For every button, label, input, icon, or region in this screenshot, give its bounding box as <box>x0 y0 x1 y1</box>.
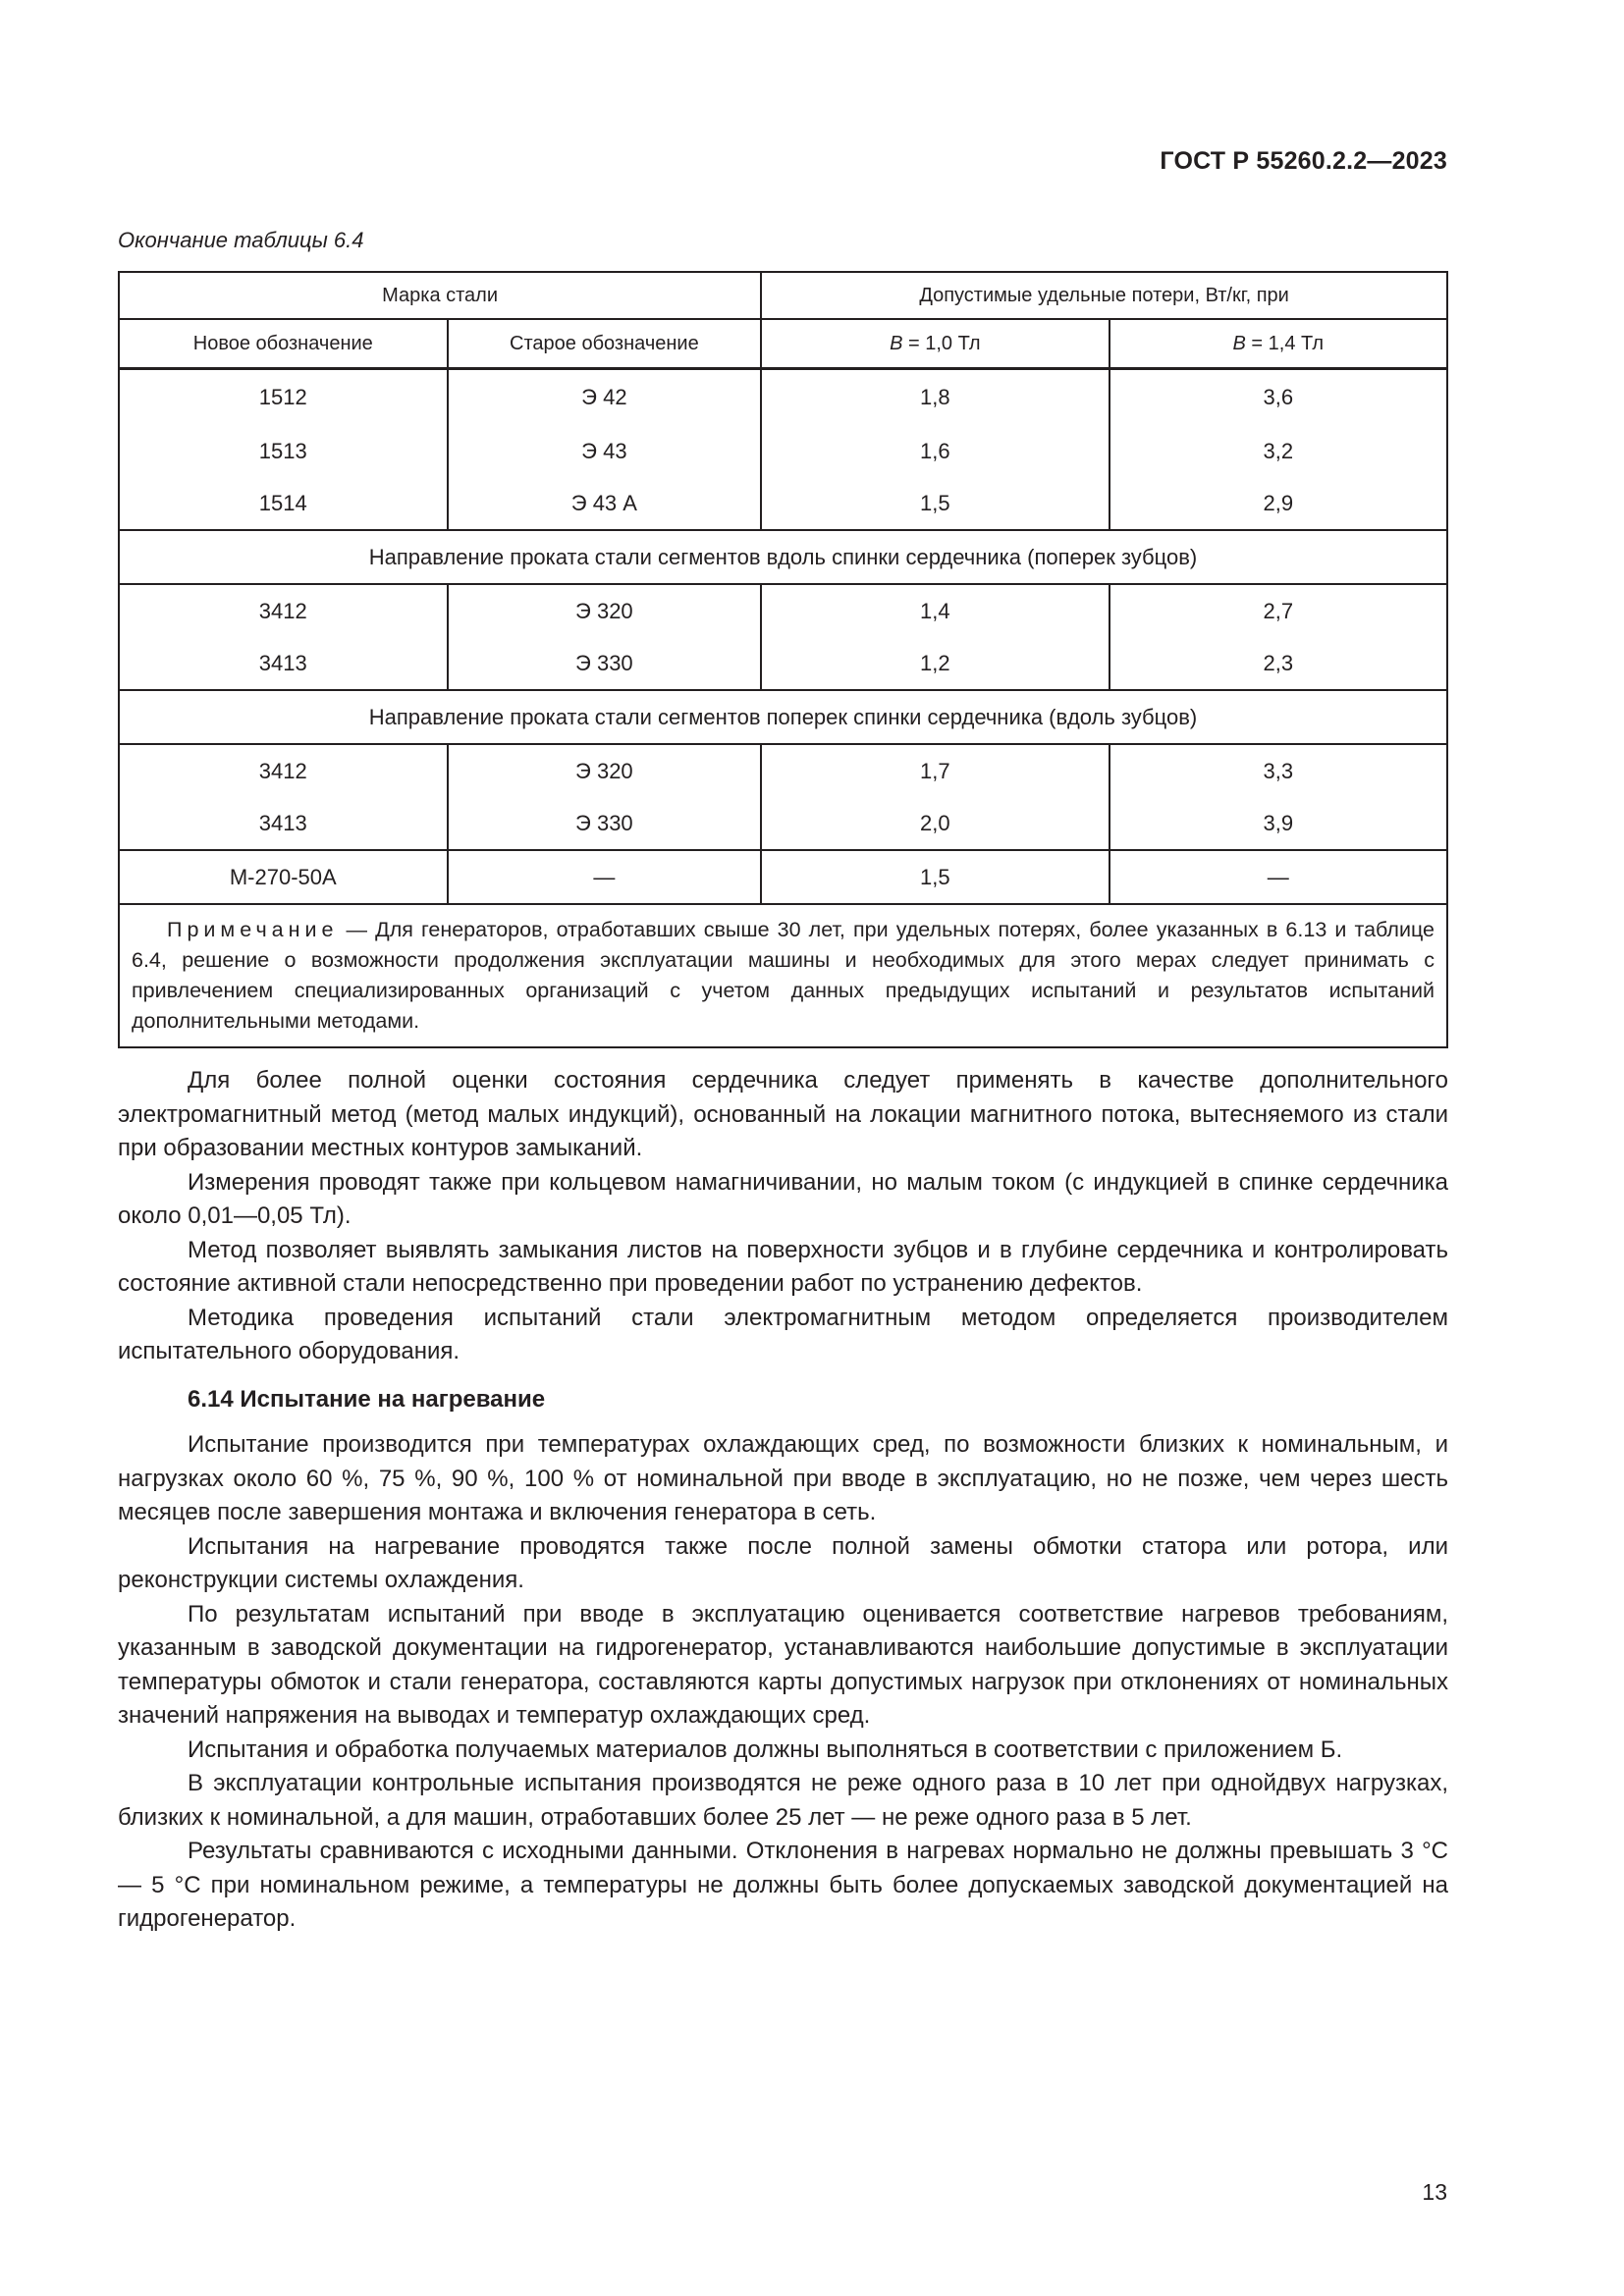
paragraph: Метод позволяет выявлять замыкания листов на поверхности зубцов и в глубине сердечника и контролировать состояние активной стали непосредственно при проведении работ по устранению дефектов. <box>118 1236 1448 1297</box>
page-number: 13 <box>1422 2179 1447 2205</box>
b2-value: = 1,4 Тл <box>1251 332 1325 354</box>
table-span-row <box>119 690 1447 744</box>
col-header-b2 <box>1110 319 1447 369</box>
table-caption: Окончание таблицы 6.4 <box>118 228 364 252</box>
cell-v1: 1,2 <box>761 637 1109 690</box>
b1-value: = 1,0 Тл <box>908 332 981 354</box>
group-header-steel-grade: Марка стали <box>119 272 761 319</box>
section-title: 6.14 Испытание на нагревание <box>188 1385 546 1413</box>
cell-v2: 3,6 <box>1110 369 1447 426</box>
cell-v1: 1,4 <box>761 584 1109 637</box>
table-row <box>119 369 1447 426</box>
table-row <box>119 637 1447 690</box>
table-column-header-row <box>119 319 1447 369</box>
cell-old: Э 43 А <box>448 477 762 530</box>
col-header-b1 <box>761 319 1109 369</box>
span-row-text: Направление проката стали сегментов поперек спинки сердечника (вдоль зубцов) <box>119 690 1447 744</box>
group-header-losses: Допустимые удельные потери, Вт/кг, при <box>761 272 1447 319</box>
steel-losses-table <box>118 271 1448 1048</box>
cell-v1: 1,6 <box>761 425 1109 477</box>
cell-old: Э 330 <box>448 637 762 690</box>
b-variable: B <box>890 332 903 354</box>
cell-v2: 2,9 <box>1110 477 1447 530</box>
paragraph: Испытание производится при температурах охлаждающих сред, по возможности близких к номинальным, и нагрузках около 60 %, 75 %, 90 %, 100 % от номинальной при вводе в эксплуатацию, но не позже, чем через шесть месяцев после завершения монтажа и включения генератора в сеть. <box>118 1431 1448 1525</box>
cell-new: 3413 <box>119 797 448 850</box>
cell-new: 1513 <box>119 425 448 477</box>
document-header: ГОСТ Р 55260.2.2—2023 <box>1160 147 1447 175</box>
note-text: — Для генераторов, отработавших свыше 30 лет, при удельных потерях, более указанных в 6.13 и таблице 6.4, решение о возможности продолжения эксплуатации машины и необходимых для этого мерах следует принимать с привлечением специализированных организаций с учетом данных предыдущих испытаний и результатов испытаний дополнительными методами. <box>132 918 1435 1033</box>
body-text <box>118 1064 1448 1937</box>
table-group-header-row <box>119 272 1447 319</box>
cell-old: Э 320 <box>448 584 762 637</box>
table-row <box>119 584 1447 637</box>
table-row <box>119 477 1447 530</box>
cell-old: Э 42 <box>448 369 762 426</box>
cell-new: 3412 <box>119 584 448 637</box>
cell-v1: 1,8 <box>761 369 1109 426</box>
paragraph: Результаты сравниваются с исходными данными. Отклонения в нагревах нормально не должны превышать 3 °С — 5 °С при номинальном режиме, а температуры не должны быть более допускаемых заводской документацией на гидрогенератор. <box>118 1838 1448 1932</box>
note-label: Примечание <box>167 918 339 941</box>
col-header-old: Старое обозначение <box>448 319 762 369</box>
cell-v2: 2,3 <box>1110 637 1447 690</box>
cell-old: Э 320 <box>448 744 762 797</box>
cell-new: M-270-50A <box>119 850 448 904</box>
b-variable: B <box>1232 332 1246 354</box>
cell-v2: 3,3 <box>1110 744 1447 797</box>
cell-new: 1514 <box>119 477 448 530</box>
paragraph: В эксплуатации контрольные испытания производятся не реже одного раза в 10 лет при однойдвух нагрузках, близких к номинальной, а для машин, отработавших более 25 лет — не реже одного раза в 5 лет. <box>118 1770 1448 1831</box>
cell-old: Э 43 <box>448 425 762 477</box>
cell-v1: 1,5 <box>761 850 1109 904</box>
cell-v2: 3,9 <box>1110 797 1447 850</box>
paragraph: Измерения проводят также при кольцевом намагничивании, но малым током (с индукцией в спинке сердечника около 0,01—0,05 Тл). <box>118 1168 1448 1229</box>
table-note <box>119 904 1447 1047</box>
table-span-row <box>119 530 1447 584</box>
table-note-row <box>119 904 1447 1047</box>
cell-v1: 1,5 <box>761 477 1109 530</box>
cell-new: 3413 <box>119 637 448 690</box>
paragraph: Испытания на нагревание проводятся также после полной замены обмотки статора или ротора, или реконструкции системы охлаждения. <box>118 1532 1448 1593</box>
table-row <box>119 797 1447 850</box>
cell-new: 3412 <box>119 744 448 797</box>
cell-v1: 2,0 <box>761 797 1109 850</box>
paragraph: Для более полной оценки состояния сердечника следует применять в качестве дополнительного электромагнитный метод (метод малых индукций), основанный на локации магнитного потока, вытесняемого из стали при образовании местных контуров замыканий. <box>118 1067 1448 1161</box>
paragraph: Методика проведения испытаний стали электромагнитным методом определяется производителем испытательного оборудования. <box>118 1304 1448 1364</box>
cell-new: 1512 <box>119 369 448 426</box>
col-header-new: Новое обозначение <box>119 319 448 369</box>
table-row <box>119 425 1447 477</box>
cell-old: — <box>448 850 762 904</box>
span-row-text: Направление проката стали сегментов вдоль спинки сердечника (поперек зубцов) <box>119 530 1447 584</box>
paragraph: Испытания и обработка получаемых материалов должны выполняться в соответствии с приложением Б. <box>188 1735 1343 1763</box>
table-row <box>119 744 1447 797</box>
cell-v2: — <box>1110 850 1447 904</box>
paragraph: По результатам испытаний при вводе в эксплуатацию оценивается соответствие нагревов требованиям, указанным в заводской документации на гидрогенератор, устанавливаются наибольшие допустимые в эксплуатации температуры обмоток и стали генератора, составляются карты допустимых нагрузок при отклонениях от номинальных значений напряжения на выводах и температур охлаждающих сред. <box>118 1600 1448 1729</box>
cell-old: Э 330 <box>448 797 762 850</box>
table-row <box>119 850 1447 904</box>
cell-v1: 1,7 <box>761 744 1109 797</box>
cell-v2: 3,2 <box>1110 425 1447 477</box>
cell-v2: 2,7 <box>1110 584 1447 637</box>
